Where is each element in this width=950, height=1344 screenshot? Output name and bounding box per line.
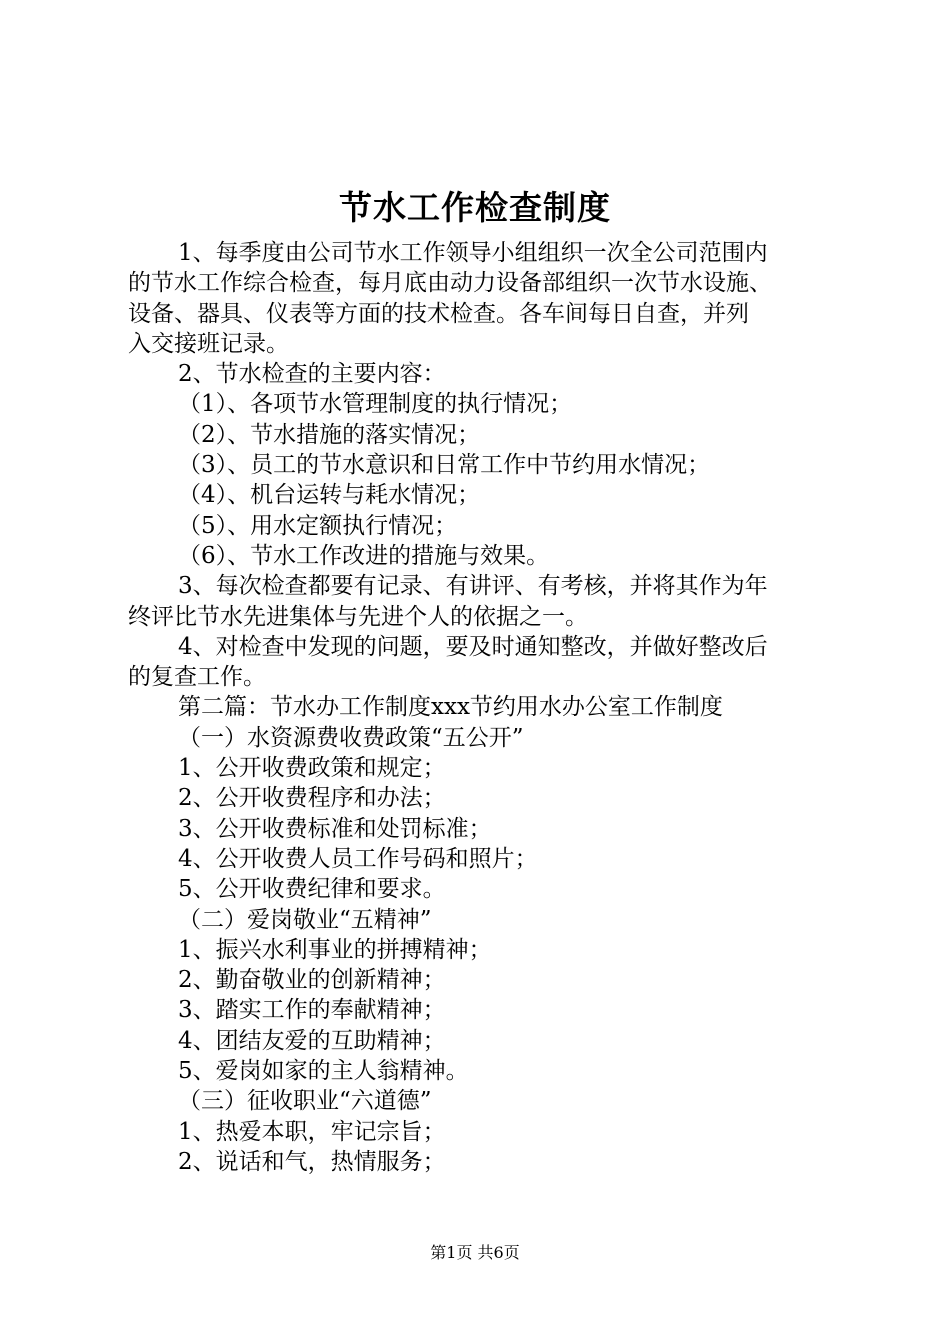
list-item: 1、振兴水利事业的拼搏精神；: [178, 936, 492, 963]
list-item: 2、勤奋敬业的创新精神；: [178, 967, 446, 994]
list-item: 1、公开收费政策和规定；: [178, 755, 446, 782]
body-line: 终评比节水先进集体与先进个人的依据之一。: [128, 603, 588, 630]
list-item: 3、公开收费标准和处罚标准；: [178, 815, 492, 842]
body-line: 的复查工作。: [128, 664, 266, 691]
list-item: （2）、节水措施的落实情况；: [178, 421, 481, 448]
sub-heading: （一）水资源费收费政策“五公开”: [178, 724, 524, 751]
list-item: 1、热爱本职，牢记宗旨；: [178, 1118, 446, 1145]
list-item: 4、公开收费人员工作号码和照片；: [178, 845, 538, 872]
list-item: 4、团结友爱的互助精神；: [178, 1027, 446, 1054]
list-item: （1）、各项节水管理制度的执行情况；: [178, 391, 573, 418]
body-line: 4、对检查中发现的问题，要及时通知整改，并做好整改后: [178, 633, 768, 660]
body-line: 的节水工作综合检查，每月底由动力设备部组织一次节水设施、: [128, 270, 772, 297]
body-line: 2、节水检查的主要内容：: [178, 361, 446, 388]
list-item: （5）、用水定额执行情况；: [178, 512, 458, 539]
page-number-footer: 第1页 共6页: [430, 1243, 520, 1262]
body-line: 3、每次检查都要有记录、有讲评、有考核，并将其作为年: [178, 573, 768, 600]
section-heading: 第二篇：节水办工作制度xxx节约用水办公室工作制度: [178, 694, 723, 721]
sub-heading: （三）征收职业“六道德”: [178, 1088, 432, 1115]
list-item: 2、说话和气，热情服务；: [178, 1148, 446, 1175]
document-body: [128, 238, 840, 1177]
list-item: 3、踏实工作的奉献精神；: [178, 997, 446, 1024]
body-line: 1、每季度由公司节水工作领导小组组织一次全公司范围内: [178, 240, 768, 266]
list-item: （3）、员工的节水意识和日常工作中节约用水情况；: [178, 452, 711, 479]
list-item: 5、公开收费纪律和要求。: [178, 876, 446, 903]
list-item: （6）、节水工作改进的措施与效果。: [178, 542, 550, 569]
list-item: 5、爱岗如家的主人翁精神。: [178, 1058, 469, 1085]
list-item: （4）、机台运转与耗水情况；: [178, 482, 481, 509]
sub-heading: （二）爱岗敬业“五精神”: [178, 906, 432, 933]
page-title: 节水工作检查制度: [339, 188, 611, 227]
list-item: 2、公开收费程序和办法；: [178, 785, 446, 812]
body-line: 设备、器具、仪表等方面的技术检查。各车间每日自查，并列: [128, 300, 749, 327]
body-line: 入交接班记录。: [128, 330, 289, 357]
